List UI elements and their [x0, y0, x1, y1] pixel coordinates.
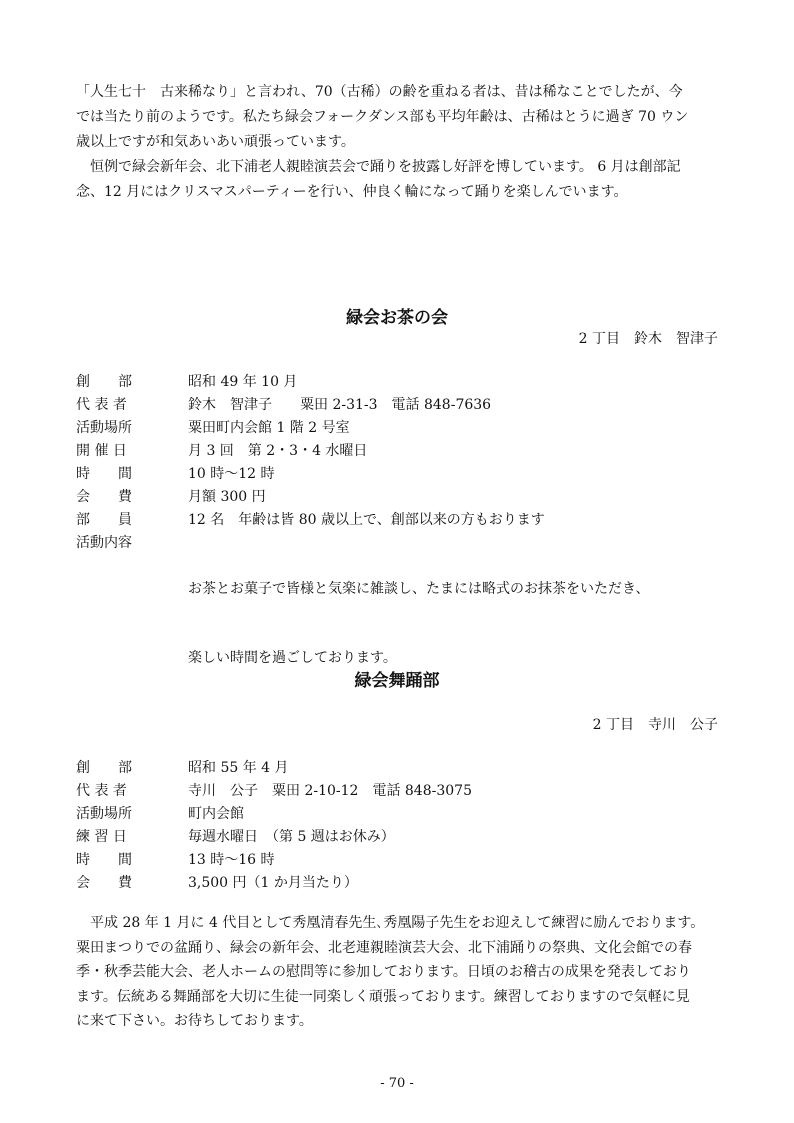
info-value-line: お茶とお菓子で皆様と気楽に雑談し、たまには略式のお抹茶をいただき、 [188, 581, 650, 597]
info-row-founded [76, 371, 649, 394]
dance-club-paragraph [76, 911, 726, 1034]
info-value: 月 3 回 第 2・3・4 水曜日 [188, 443, 368, 459]
info-value: 粟田町内会館 1 階 2 号室 [188, 420, 350, 436]
body-line: 平成 28 年 1 月に 4 代目として秀凰清春先生､秀凰陽子先生をお迎えして練習に励んでおります。 [76, 915, 705, 931]
info-row-representative [76, 780, 472, 803]
intro-line: 「人生七十 古来稀なり」と言われ、70（古稀）の齢を重ねる者は、昔は稀なことでしたが、今 [76, 84, 683, 100]
info-label: 練 習 日 [76, 829, 127, 845]
info-label: 活動内容 [76, 535, 132, 551]
info-value: 10 時～12 時 [188, 466, 275, 482]
intro-line: 念、12 月にはクリスマスパーティーを行い、仲良く輪になって踊りを楽しんでいます。 [76, 184, 628, 200]
body-line: 季・秋季芸能大会、老人ホームの慰問等に参加しております。日頃のお稽古の成果を発表しており [76, 964, 691, 980]
info-value: 昭和 49 年 10 月 [188, 374, 298, 390]
info-label: 時 間 [76, 466, 132, 482]
info-label: 創 部 [76, 760, 132, 776]
section-author: 2 丁目 鈴木 智津子 [578, 331, 718, 347]
info-value: 寺川 公子 粟田 2-10-12 電話 848-3075 [188, 783, 472, 799]
info-label: 会 費 [76, 489, 132, 505]
info-label: 代 表 者 [76, 783, 127, 799]
intro-paragraph [76, 80, 726, 205]
body-line: に来て下さい。お待ちしております。 [76, 1013, 313, 1029]
info-row-practice-day [76, 826, 472, 849]
info-label: 開 催 日 [76, 443, 127, 459]
info-value: 昭和 55 年 4 月 [188, 760, 289, 776]
club-info-table [76, 371, 649, 716]
info-row-fee [76, 872, 472, 895]
info-label: 活動場所 [76, 420, 132, 436]
body-line: 粟田まつりでの盆踊り、緑会の新年会、北老連親睦演芸大会、北下浦踊りの祭典、文化会館での春 [76, 939, 692, 956]
info-label: 代 表 者 [76, 397, 127, 413]
info-label: 部 員 [76, 512, 132, 528]
page-number: - 70 - [380, 1076, 414, 1091]
info-row-venue [76, 803, 472, 826]
info-row-venue [76, 417, 649, 440]
info-row-founded [76, 757, 472, 780]
club-info-table [76, 757, 472, 895]
intro-line: では当たり前のようです。私たち緑会フォークダンス部も平均年齢は、古稀はとうに過ぎ 70 ウン [76, 109, 689, 125]
section-title: 緑会舞踊部 [354, 671, 440, 691]
info-row-time [76, 463, 649, 486]
info-row-fee [76, 486, 649, 509]
info-row-representative [76, 394, 649, 417]
info-label: 活動場所 [76, 806, 132, 822]
info-label: 時 間 [76, 852, 132, 868]
intro-line: 恒例で緑会新年会、北下浦老人親睦演芸会で踊りを披露し好評を博しています。 6 月は創部記 [76, 159, 681, 175]
body-line: ます。伝統ある舞踊部を大切に生徒一同楽しく頑張っております。練習しておりますので気軽に見 [76, 988, 690, 1005]
intro-line: 歳以上ですが和気あいあい頑張っています。 [76, 134, 355, 150]
info-value: 12 名 年齢は皆 80 歳以上で、創部以来の方もおります [188, 512, 545, 528]
info-value: 毎週水曜日 （第 5 週はお休み） [188, 829, 395, 845]
info-value: 13 時～16 時 [188, 852, 275, 868]
info-label: 会 費 [76, 875, 132, 891]
section-author: 2 丁目 寺川 公子 [592, 717, 718, 733]
section-title: 緑会お茶の会 [346, 308, 448, 328]
info-value: 3,500 円（1 か月当たり） [188, 875, 358, 891]
info-value-line: 楽しい時間を過ごしております。 [188, 650, 397, 666]
info-row-time [76, 849, 472, 872]
info-value: 鈴木 智津子 粟田 2-31-3 電話 848-7636 [188, 397, 492, 413]
info-row-schedule [76, 440, 649, 463]
info-row-members [76, 509, 649, 532]
info-value: 町内会館 [188, 806, 244, 822]
info-label: 創 部 [76, 374, 132, 390]
info-value: 月額 300 円 [188, 489, 266, 505]
